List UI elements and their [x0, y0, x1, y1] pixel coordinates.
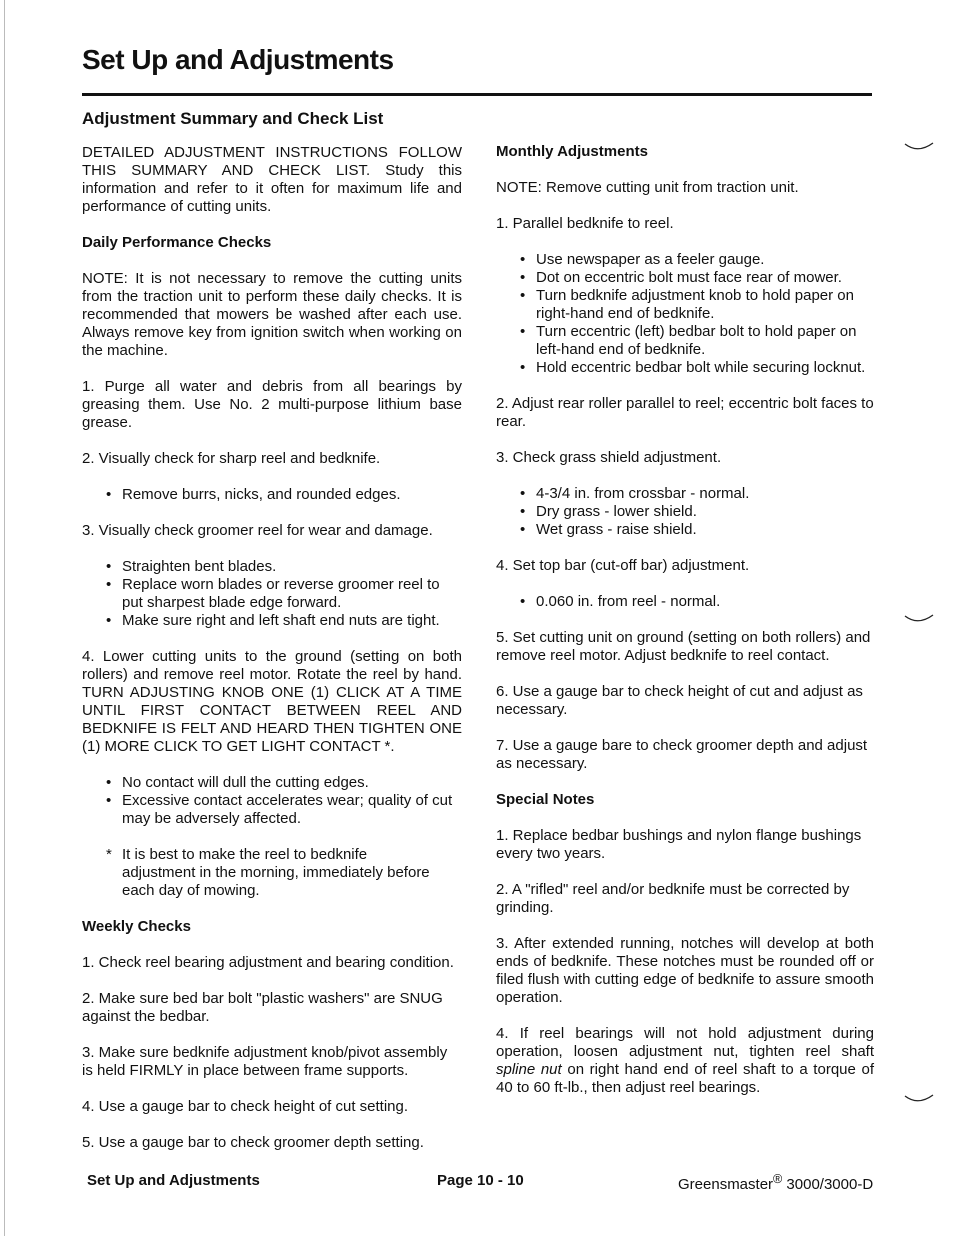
footer-page-number: Page 10 - 10: [437, 1172, 524, 1189]
monthly-item-4: 4. Set top bar (cut-off bar) adjustment.: [496, 557, 750, 574]
special-item-1: 1. Replace bedbar bushings and nylon flange bushings every two years.: [496, 827, 862, 862]
list-item: • Make sure right and left shaft end nuts are tight.: [106, 612, 462, 630]
monthly-item-3-bullets: [496, 485, 874, 539]
list-item: • Replace worn blades or reverse groomer reel to put sharpest blade edge forward.: [106, 576, 462, 612]
monthly-item-3: 3. Check grass shield adjustment.: [496, 449, 722, 466]
list-item: • Turn eccentric (left) bedbar bolt to hold paper on left-hand end of bedknife.: [520, 323, 874, 359]
page-edge-line: [4, 0, 5, 1236]
list-item: • No contact will dull the cutting edges.: [106, 774, 462, 792]
monthly-item-2: 2. Adjust rear roller parallel to reel; eccentric bolt faces to rear.: [496, 395, 874, 430]
monthly-item-1: 1. Parallel bedknife to reel.: [496, 215, 674, 232]
registered-mark: ®: [773, 1172, 783, 1186]
weekly-item-1: 1. Check reel bearing adjustment and bearing condition.: [82, 954, 454, 971]
special-item-4: [496, 1025, 874, 1097]
title-rule: [82, 93, 872, 96]
daily-note: NOTE: It is not necessary to remove the cutting units from the traction unit to perform these daily checks. It is recommended that mowers be washed after each use. Always remove key from ignition switch when working on the machine.: [82, 270, 462, 359]
left-column: [82, 110, 462, 1170]
list-item: • Use newspaper as a feeler gauge.: [520, 251, 874, 269]
monthly-item-7: 7. Use a gauge bare to check groomer depth and adjust as necessary.: [496, 737, 868, 772]
star-note: [82, 846, 442, 900]
list-item: • 0.060 in. from reel - normal.: [520, 593, 874, 611]
special-item-2: 2. A "rifled" reel and/or bedknife must be corrected by grinding.: [496, 881, 850, 916]
list-item: • Turn bedknife adjustment knob to hold paper on right-hand end of bedknife.: [520, 287, 874, 323]
list-item: • Straighten bent blades.: [106, 558, 462, 576]
monthly-heading: Monthly Adjustments: [496, 143, 648, 160]
footer-product-name: Greensmaster: [678, 1176, 774, 1193]
daily-item-2: 2. Visually check for sharp reel and bedknife.: [82, 450, 381, 467]
list-item: • Dot on eccentric bolt must face rear of mower.: [520, 269, 874, 287]
daily-item-4-bullets: [82, 774, 462, 828]
weekly-heading: Weekly Checks: [82, 918, 191, 935]
monthly-item-5: 5. Set cutting unit on ground (setting on both rollers) and remove reel motor. Adjust bedknife to reel contact.: [496, 629, 871, 664]
daily-item-4: 4. Lower cutting units to the ground (setting on both rollers) and remove reel motor. Rotate the reel by hand. TURN ADJUSTING KNOB ONE (1) CLICK AT A TIME UNTIL FIRST CONTACT BETWEEN REEL AND BEDKNIFE IS FELT AND HEARD THEN TIGHTEN ONE (1) MORE CLICK TO GET LIGHT CONTACT *.: [82, 648, 462, 755]
page-title: Set Up and Adjustments: [82, 44, 394, 75]
special-item-3: 3. After extended running, notches will develop at both ends of bedknife. These notches must be rounded off or filed flush with cutting edge of bedknife to assure smooth operation.: [496, 935, 874, 1006]
list-item: • Excessive contact accelerates wear; quality of cut may be adversely affected.: [106, 792, 462, 828]
special-item-4-text-a: 4. If reel bearings will not hold adjustment during operation, loosen adjustment nut, tighten reel shaft: [496, 1025, 874, 1060]
daily-item-1: 1. Purge all water and debris from all bearings by greasing them. Use No. 2 multi-purpose lithium base grease.: [82, 378, 462, 431]
right-column: [496, 143, 874, 1115]
footer-section-name: Set Up and Adjustments: [87, 1172, 260, 1189]
star-note-text: It is best to make the reel to bedknife adjustment in the morning, immediately before each day of mowing.: [122, 846, 430, 899]
weekly-item-5: 5. Use a gauge bar to check groomer depth setting.: [82, 1134, 424, 1151]
section-title: Adjustment Summary and Check List: [82, 109, 384, 128]
daily-item-3: 3. Visually check groomer reel for wear and damage.: [82, 522, 433, 539]
footer-product: [678, 1172, 873, 1193]
special-item-4-emphasis: spline nut: [496, 1061, 562, 1078]
special-heading: Special Notes: [496, 791, 595, 808]
list-item: • Remove burrs, nicks, and rounded edges.: [106, 486, 462, 504]
monthly-item-1-bullets: [496, 251, 874, 377]
list-item: • 4-3/4 in. from crossbar - normal.: [520, 485, 874, 503]
weekly-item-2: 2. Make sure bed bar bolt "plastic washers" are SNUG against the bedbar.: [82, 990, 443, 1025]
weekly-item-4: 4. Use a gauge bar to check height of cut setting.: [82, 1098, 409, 1115]
asterisk: *: [106, 846, 112, 863]
list-item: • Hold eccentric bedbar bolt while securing locknut.: [520, 359, 874, 377]
daily-heading: Daily Performance Checks: [82, 234, 272, 251]
list-item: • Dry grass - lower shield.: [520, 503, 874, 521]
binder-mark: [904, 612, 934, 626]
binder-mark: [904, 1092, 934, 1106]
binder-mark: [904, 140, 934, 154]
special-item-4-text-b: on right hand end of reel shaft to a torque of 40 to 60 ft-lb., then adjust reel bearings.: [496, 1061, 874, 1096]
weekly-item-3: 3. Make sure bedknife adjustment knob/pivot assembly is held FIRMLY in place between frame supports.: [82, 1044, 448, 1079]
daily-item-2-bullets: [82, 486, 462, 504]
daily-item-3-bullets: [82, 558, 462, 630]
monthly-item-4-bullets: [496, 593, 874, 611]
list-item: • Wet grass - raise shield.: [520, 521, 874, 539]
monthly-item-6: 6. Use a gauge bar to check height of cut and adjust as necessary.: [496, 683, 863, 718]
footer-model: 3000/3000-D: [782, 1176, 874, 1193]
monthly-note: NOTE: Remove cutting unit from traction unit.: [496, 179, 799, 196]
intro-paragraph: DETAILED ADJUSTMENT INSTRUCTIONS FOLLOW THIS SUMMARY AND CHECK LIST. Study this information and refer to it often for maximum life and performance of cutting units.: [82, 144, 462, 215]
